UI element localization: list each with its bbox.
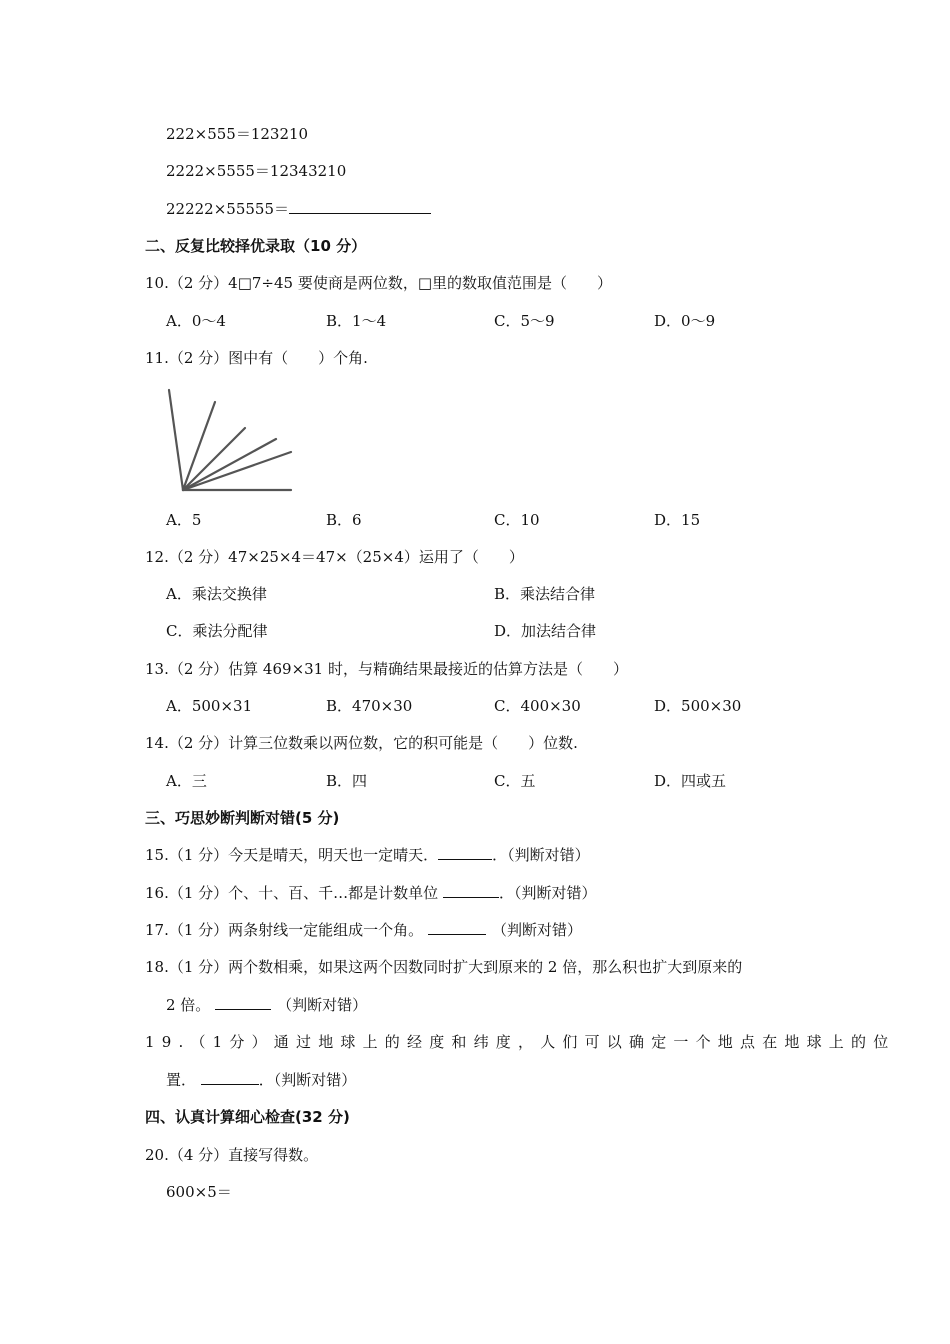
- ray-line: [183, 428, 245, 490]
- option-a[interactable]: A．三: [166, 772, 207, 790]
- question-12-stem: 12.（2 分）47×25×4＝47×（25×4）运用了（ ）: [145, 548, 524, 566]
- question-10-stem: 10.（2 分）4□7÷45 要使商是两位数，□里的数取值范围是（ ）: [145, 274, 613, 292]
- option-d[interactable]: D．加法结合律: [494, 622, 597, 640]
- option-b[interactable]: B．乘法结合律: [494, 585, 596, 603]
- option-d[interactable]: D．四或五: [654, 772, 727, 790]
- ray-line: [183, 402, 215, 490]
- question-suffix: （判断对错）: [277, 996, 368, 1014]
- answer-blank[interactable]: [215, 995, 271, 1010]
- question-11-stem: 11.（2 分）图中有（ ）个角.: [145, 349, 368, 367]
- question-suffix: ．（判断对错）: [492, 846, 590, 864]
- equation-line: 2222×5555＝12343210: [166, 162, 347, 180]
- question-17: [145, 920, 582, 940]
- option-c[interactable]: C．五: [494, 772, 536, 790]
- option-a[interactable]: A．乘法交换律: [166, 585, 267, 603]
- question-15: [145, 845, 590, 865]
- option-d[interactable]: D．15: [654, 511, 701, 529]
- question-13-stem: 13.（2 分）估算 469×31 时，与精确结果最接近的估算方法是（ ）: [145, 660, 628, 678]
- option-b[interactable]: B．四: [326, 772, 368, 790]
- angles-figure: [160, 385, 300, 497]
- option-c[interactable]: C．5～9: [494, 312, 555, 330]
- question-18-line: 18.（1 分）两个数相乘，如果这两个因数同时扩大到原来的 2 倍，那么积也扩大到原来的: [145, 958, 743, 976]
- ray-line: [183, 452, 291, 490]
- option-b[interactable]: B．1～4: [326, 312, 387, 330]
- question-18: [166, 995, 367, 1015]
- option-b[interactable]: B．6: [326, 511, 362, 529]
- option-a[interactable]: A．5: [166, 511, 202, 529]
- equation-line: 222×555＝123210: [166, 125, 309, 143]
- section-heading: 二、反复比较择优录取（10 分）: [145, 237, 367, 255]
- calc-item: 600×5＝: [166, 1183, 232, 1201]
- ray-line: [183, 439, 276, 490]
- answer-blank[interactable]: [428, 920, 486, 935]
- option-d[interactable]: D．0～9: [654, 312, 716, 330]
- question-text: 16.（1 分）个、十、百、千…都是计数单位: [145, 884, 443, 902]
- option-c[interactable]: C．400×30: [494, 697, 581, 715]
- option-b[interactable]: B．470×30: [326, 697, 413, 715]
- option-a[interactable]: A．500×31: [166, 697, 253, 715]
- question-suffix: ．（判断对错）: [258, 1071, 357, 1089]
- question-text: 15.（1 分）今天是晴天，明天也一定晴天．: [145, 846, 439, 864]
- question-14-stem: 14.（2 分）计算三位数乘以两位数，它的积可能是（ ）位数.: [145, 734, 578, 752]
- answer-blank[interactable]: [438, 845, 492, 860]
- question-text: 2 倍。: [166, 996, 216, 1014]
- option-c[interactable]: C．乘法分配律: [166, 622, 268, 640]
- question-text: 17.（1 分）两条射线一定能组成一个角。: [145, 921, 428, 939]
- option-c[interactable]: C．10: [494, 511, 540, 529]
- section-heading: 三、巧思妙断判断对错(5 分): [145, 809, 340, 827]
- ray-line: [169, 390, 183, 490]
- question-19: [166, 1070, 356, 1090]
- option-a[interactable]: A．0～4: [166, 312, 226, 330]
- equation-text: 22222×55555＝: [166, 200, 290, 218]
- answer-blank[interactable]: [289, 199, 431, 214]
- question-20-stem: 20.（4 分）直接写得数。: [145, 1146, 319, 1164]
- option-d[interactable]: D．500×30: [654, 697, 742, 715]
- question-suffix: （判断对错）: [491, 921, 582, 939]
- question-suffix: ．（判断对错）: [498, 884, 597, 902]
- section-heading: 四、认真计算细心检查(32 分): [145, 1108, 350, 1126]
- answer-blank[interactable]: [201, 1070, 259, 1085]
- question-16: [145, 883, 596, 903]
- question-19-line: 19.（1分）通过地球上的经度和纬度，人们可以确定一个地点在地球上的位: [145, 1033, 896, 1051]
- question-text: 置．: [166, 1071, 201, 1089]
- answer-blank[interactable]: [443, 883, 499, 898]
- equation-line: [166, 199, 431, 219]
